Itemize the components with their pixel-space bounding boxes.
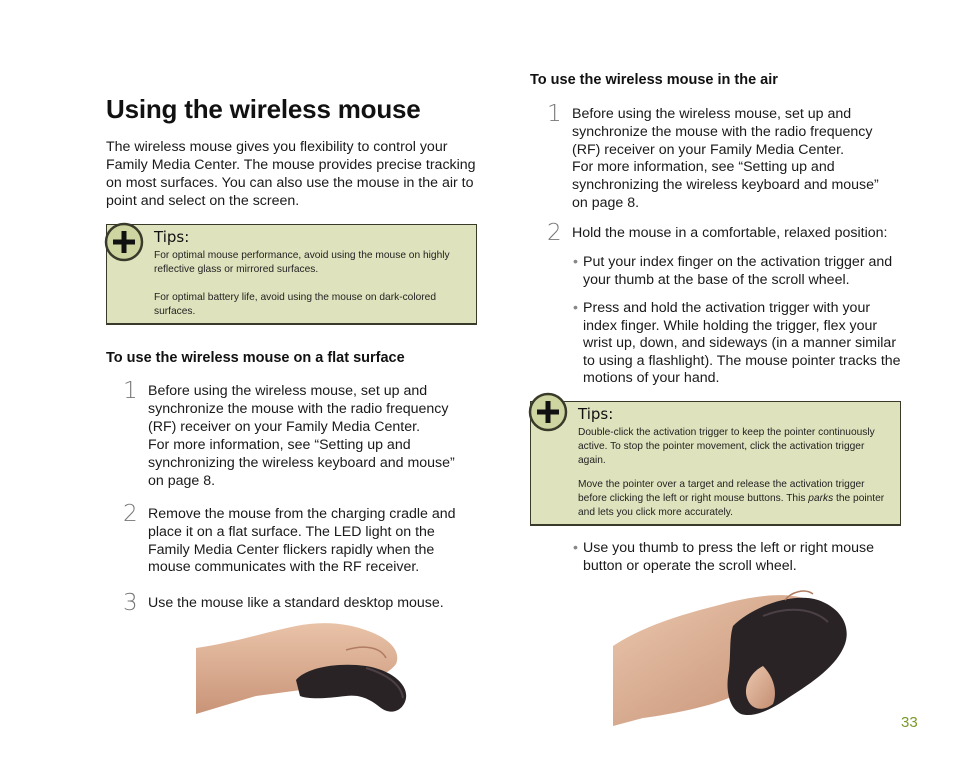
step-text-more: For more information, see “Setting up and synchronizing the wireless keyboard and mouse” on page 8. xyxy=(148,437,455,489)
tip-emphasis: parks xyxy=(808,493,834,504)
intro-paragraph: The wireless mouse gives you flexibility to control your Family Media Center. The mouse provides precise tracking on most surfaces. You can also use the mouse in the air to point and select on the screen. xyxy=(106,139,476,209)
photo-hand-mouse-air xyxy=(613,586,853,726)
tip-text: Double-click the activation trigger to keep the pointer continuously active. To stop the pointer movement, click the activation trigger again. xyxy=(578,427,875,466)
step-number: 1 xyxy=(547,101,562,127)
photo-hand-mouse-flat xyxy=(196,618,412,718)
tip-text: For optimal mouse performance, avoid using the mouse on highly reflective glass or mirrored surfaces. xyxy=(154,250,450,275)
step-text: Before using the wireless mouse, set up and synchronize the mouse with the radio frequency (RF) receiver on your Family Media Center. xyxy=(148,383,449,435)
bullet-item xyxy=(573,300,903,388)
step-text: Hold the mouse in a comfortable, relaxed position: xyxy=(572,225,888,241)
tip-text-part: Move the pointer over a target and release the activation trigger before clicking the left or right mouse buttons. This xyxy=(578,479,865,504)
step-text: Remove the mouse from the charging cradle and place it on a flat surface. The LED light on the Family Media Center flickers rapidly when the mouse communicates with the RF receiver. xyxy=(148,506,456,576)
flat-section-heading: To use the wireless mouse on a flat surface xyxy=(106,350,405,366)
step-text: Before using the wireless mouse, set up and synchronize the mouse with the radio frequency (RF) receiver on your Family Media Center. xyxy=(572,106,873,158)
bullet-item xyxy=(573,254,903,289)
bullet-item xyxy=(573,540,903,575)
tip-text xyxy=(578,478,893,520)
step-text: Use the mouse like a standard desktop mouse. xyxy=(148,595,444,611)
bullet-text: Press and hold the activation trigger with your index finger. While holding the trigger, flex your wrist up, down, and sideways (in a manner similar to using a flashlight). The mouse pointer tracks the motions of your hand. xyxy=(583,300,901,387)
bullet-text: Use you thumb to press the left or right mouse button or operate the scroll wheel. xyxy=(583,540,874,574)
plus-icon xyxy=(528,392,568,432)
bullet-dot: • xyxy=(573,300,578,316)
air-section-heading: To use the wireless mouse in the air xyxy=(530,72,778,88)
page-title: Using the wireless mouse xyxy=(106,94,421,124)
bullet-text: Put your index finger on the activation trigger and your thumb at the base of the scroll wheel. xyxy=(583,254,893,288)
bullet-dot: • xyxy=(573,540,578,556)
step-number: 2 xyxy=(123,501,138,527)
page-number: 33 xyxy=(901,714,918,731)
tip-text-part: the pointer and lets you click more accurately. xyxy=(578,493,885,518)
tips-heading: Tips: xyxy=(578,405,614,423)
tips-box-left xyxy=(106,224,477,325)
tip-text: For optimal battery life, avoid using the mouse on dark-colored surfaces. xyxy=(154,292,436,317)
step-number: 1 xyxy=(123,378,138,404)
plus-icon xyxy=(104,222,144,262)
bullet-dot: • xyxy=(573,254,578,270)
tips-box-right xyxy=(530,401,901,526)
step-text-more: For more information, see “Setting up and synchronizing the wireless keyboard and mouse” on page 8. xyxy=(572,159,879,211)
step-number: 2 xyxy=(547,220,562,246)
step-number: 3 xyxy=(123,590,138,616)
tips-heading: Tips: xyxy=(154,228,190,246)
